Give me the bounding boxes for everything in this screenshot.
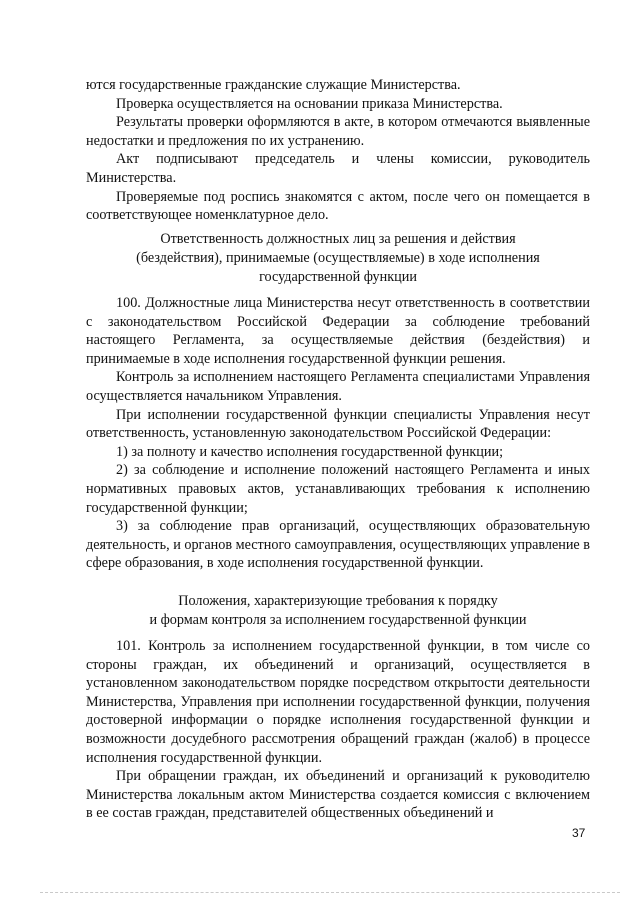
paragraph: При обращении граждан, их объединений и организаций к руководителю Министерства локальным актом Министерства создается комиссия с включением в ее состав граждан, представителей общественных объединений и — [86, 768, 590, 822]
section-control-text — [86, 637, 590, 823]
heading-line: Положения, характеризующие требования к порядку — [178, 593, 498, 609]
paragraph: Результаты проверки оформляются в акте, в котором отмечаются выявленные недостатки и предложения по их устранению. — [86, 114, 590, 149]
scan-edge-line — [40, 892, 620, 895]
section-inspection-text — [86, 76, 590, 225]
page-number: 37 — [572, 826, 586, 840]
section-heading-control — [86, 592, 590, 630]
heading-line: Ответственность должностных лиц за решения и действия — [160, 231, 516, 247]
paragraph: 101. Контроль за исполнением государственной функции, в том числе со стороны граждан, их объединений и организаций, осуществляется в установленном законодательством порядке посредством открытости деятельности Министерства, Управления при исполнении государственной функции, получения достоверной информации о порядке исполнения государственной функции и возможности досудебного рассмотрения обращений граждан (жалоб) в процессе исполнения государственной функции. — [86, 638, 590, 766]
paragraph: Акт подписывают председатель и члены комиссии, руководитель Министерства. — [86, 151, 590, 186]
list-item: 1) за полноту и качество исполнения государственной функции; — [116, 443, 504, 460]
paragraph: 100. Должностные лица Министерства несут ответственность в соответствии с законодательством Российской Федерации за соблюдение требований настоящего Регламента, за осуществляемые действия (бездействия) и принимаемые в ходе исполнения государственной функции решения. — [86, 295, 590, 367]
heading-line: государственной функции — [259, 269, 417, 285]
section-heading-responsibility — [86, 230, 590, 287]
heading-line: и формам контроля за исполнением государственной функции — [149, 612, 527, 628]
section-responsibility-text — [86, 294, 590, 573]
list-item: 3) за соблюдение прав организаций, осуществляющих образовательную деятельность, и органов местного самоуправления, осуществляющих управление в сфере образования, в ходе исполнения государственной функции. — [86, 518, 590, 572]
paragraph: Проверка осуществляется на основании приказа Министерства. — [116, 95, 503, 112]
paragraph: Проверяемые под роспись знакомятся с актом, после чего он помещается в соответствующее номенклатурное дело. — [86, 188, 590, 224]
paragraph: При исполнении государственной функции специалисты Управления несут ответственность, установленную законодательством Российской Федерации: — [86, 406, 590, 442]
paragraph: ются государственные гражданские служащие Министерства. — [86, 77, 461, 93]
paragraph: Контроль за исполнением настоящего Регламента специалистами Управления осуществляется начальником Управления. — [86, 369, 590, 404]
list-item: 2) за соблюдение и исполнение положений настоящего Регламента и иных нормативных правовых актов, устанавливающих требования к исполнению государственной функции; — [86, 462, 590, 516]
heading-line: (бездействия), принимаемые (осуществляемые) в ходе исполнения — [136, 250, 540, 266]
